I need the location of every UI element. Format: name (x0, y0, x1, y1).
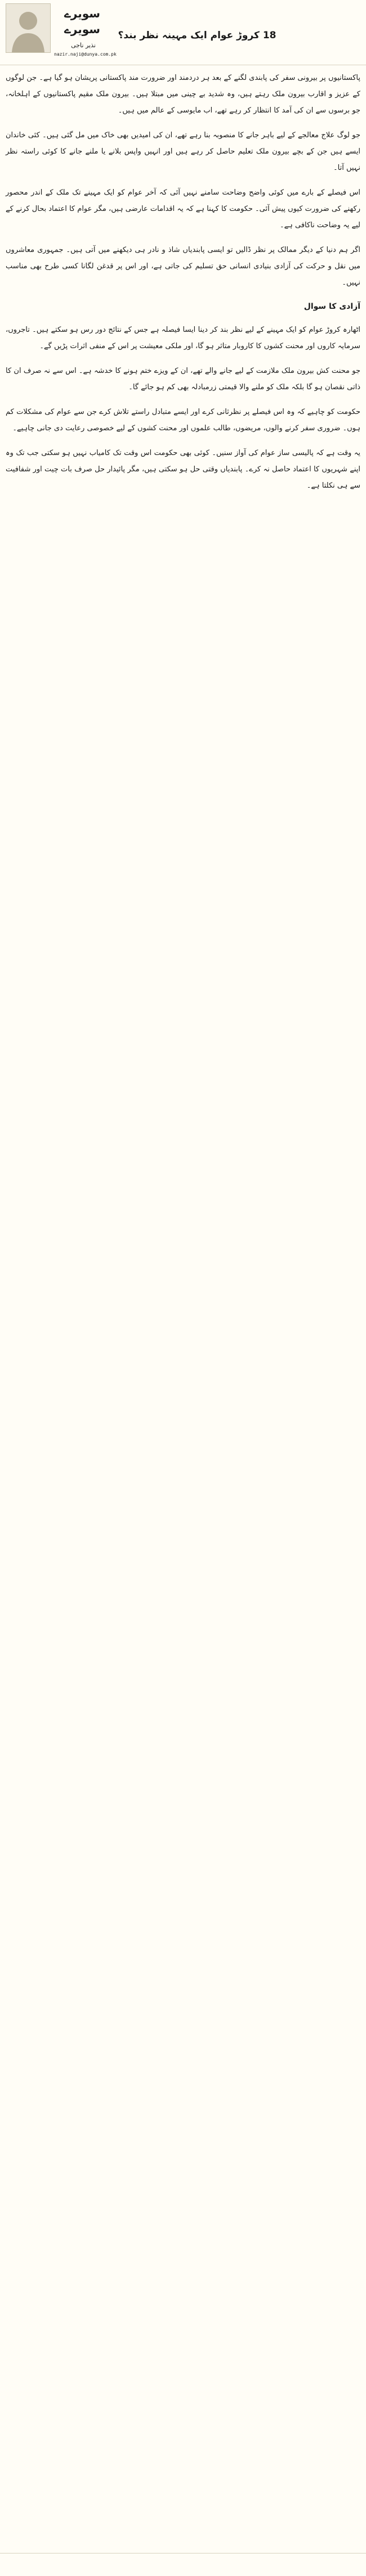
paragraph: جو لوگ علاج معالجے کے لیے باہر جانے کا منصوبہ بنا رہے تھے، ان کی امیدیں بھی خاک میں مل گئی ہیں۔ کئی خاندان ایسے ہیں جن کے بچے بیرون ملک تعلیم حاصل کر رہے ہیں اور انہیں واپس بلانے یا ملنے جانے کا کوئی راستہ نظر نہیں آتا۔ (6, 131, 360, 172)
paragraph: یہ وقت ہے کہ پالیسی ساز عوام کی آواز سنیں۔ کوئی بھی حکومت اس وقت تک کامیاب نہیں ہو سکتی جب تک وہ اپنے شہریوں کا اعتماد حاصل نہ کرے۔ پابندیاں وقتی حل ہو سکتی ہیں، مگر پائیدار حل صرف بات چیت اور شفافیت سے ہی نکلتا ہے۔ (6, 449, 360, 490)
logo-line-2: سویرے (64, 22, 100, 36)
paragraph: اگر ہم دنیا کے دیگر ممالک پر نظر ڈالیں تو ایسی پابندیاں شاذ و نادر ہی دیکھنے میں آتی ہیں۔ جمہوری معاشروں میں نقل و حرکت کی آزادی بنیادی انسانی حق تسلیم کی جاتی ہے، اور اس پر قدغن لگانا کسی طرح بھی مناسب نہیں۔ (6, 246, 360, 287)
author-name: نذیر ناجی (71, 42, 96, 49)
paragraph: اس فیصلے کے بارے میں کوئی واضح وضاحت سامنے نہیں آئی کہ آخر عوام کو ایک مہینے تک ملک کے اندر محصور رکھنے کی ضرورت کیوں پیش آئی۔ حکومت کا کہنا ہے کہ یہ اقدامات عارضی ہیں، مگر عوام کا اعتماد بحال کرنے کے لیے یہ وضاحت ناکافی ہے۔ (6, 188, 360, 229)
paragraph: حکومت کو چاہیے کہ وہ اس فیصلے پر نظرثانی کرے اور ایسے متبادل راستے تلاش کرے جن سے عوام کی مشکلات کم ہوں۔ ضروری سفر کرنے والوں، مریضوں، طالب علموں اور محنت کشوں کے لیے خصوصی رعایت دی جانی چاہیے۔ (6, 408, 360, 433)
paragraph: اٹھارہ کروڑ عوام کو ایک مہینے کے لیے نظر بند کر دینا ایسا فیصلہ ہے جس کے نتائج دور رس ہو سکتے ہیں۔ تاجروں، سرمایہ کاروں اور محنت کشوں کا کاروبار متاثر ہو گا، اور ملکی معیشت پر اس کے منفی اثرات پڑیں گے۔ (6, 326, 360, 350)
paragraph: جو محنت کش بیرون ملک ملازمت کے لیے جانے والے تھے، ان کے ویزے ختم ہونے کا خدشہ ہے۔ اس سے نہ صرف ان کا ذاتی نقصان ہو گا بلکہ ملک کو ملنے والا قیمتی زرمبادلہ بھی کم ہو جائے گا۔ (6, 367, 360, 391)
column-header (0, 0, 366, 65)
headline: 18 کروڑ عوام ایک مہینہ نظر بند؟ (118, 30, 276, 41)
article-body (6, 70, 360, 502)
subheading: آزادی کا سوال (303, 302, 360, 311)
page-footer (0, 2553, 366, 2576)
author-email[interactable]: nazir.naji@dunya.com.pk (54, 52, 117, 57)
column-logo (54, 6, 110, 42)
logo-line-1: سویرے (64, 7, 100, 20)
author-photo (6, 3, 51, 53)
paragraph: پاکستانیوں پر بیرونی سفر کی پابندی لگنے کے بعد ہر دردمند اور ضرورت مند پاکستانی پریشان ہو گیا ہے۔ جن لوگوں کے عزیز و اقارب بیرون ملک رہتے ہیں، وہ شدید بے چینی میں مبتلا ہیں۔ بیرون ملک مقیم پاکستانیوں کے اہلخانہ، جو برسوں سے ان کی آمد کا انتظار کر رہے تھے، اب مایوسی کے عالم میں ہیں۔ (6, 74, 360, 115)
person-silhouette-icon (6, 4, 50, 52)
